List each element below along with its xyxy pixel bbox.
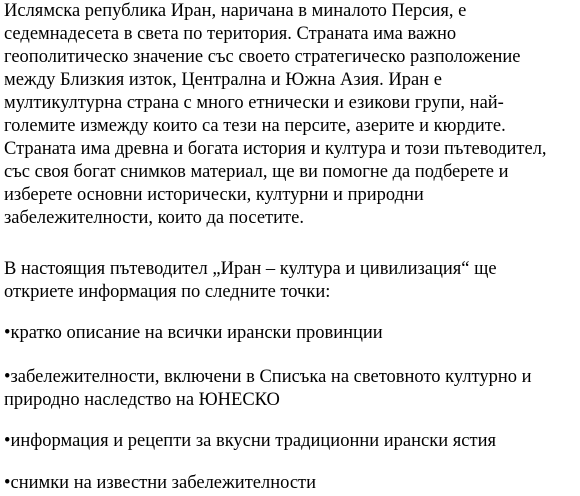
bullet-line: природно наследство на ЮНЕСКО xyxy=(4,390,280,410)
bullet-item-unesco xyxy=(4,366,532,412)
intro-line: изберете основни исторически, културни и природни xyxy=(4,185,424,205)
bullet-item-photos xyxy=(4,472,316,495)
bullet-line: •кратко описание на всички ирански провинции xyxy=(4,323,383,343)
intro-line: геополитическо значение със своето стратегическо разположение xyxy=(4,47,521,67)
bullet-line: •забележителности, включени в Списъка на световното културно и xyxy=(4,367,532,387)
intro-line: големите измежду които са тези на персите, азерите и кюрдите. xyxy=(4,116,506,136)
intro-line: Страната има древна и богата история и култура и този пътеводител, xyxy=(4,139,547,159)
intro-line: Ислямска република Иран, наричана в миналото Персия, е xyxy=(4,1,467,21)
intro-line: мултикултурна страна с много етнически и езикови групи, най- xyxy=(4,93,504,113)
intro-line: със своя богат снимков материал, ще ви помогне да подберете и xyxy=(4,162,509,182)
document-body xyxy=(4,0,576,493)
bullet-line: •информация и рецепти за вкусни традиционни ирански ястия xyxy=(4,431,496,451)
bullet-item-provinces xyxy=(4,322,383,345)
intro-line: забележителности, които да посетите. xyxy=(4,208,304,228)
intro-line: седемнадесета в света по територия. Страната има важно xyxy=(4,24,457,44)
intro-line: между Близкия изток, Централна и Южна Азия. Иран е xyxy=(4,70,442,90)
lead-paragraph xyxy=(4,258,497,304)
bullet-line: •снимки на известни забележителности xyxy=(4,473,317,493)
intro-paragraph xyxy=(4,0,576,230)
lead-line: откриете информация по следните точки: xyxy=(4,282,331,302)
bullet-item-recipes xyxy=(4,430,496,453)
lead-line: В настоящия пътеводител „Иран – култура и цивилизация“ ще xyxy=(4,259,497,279)
